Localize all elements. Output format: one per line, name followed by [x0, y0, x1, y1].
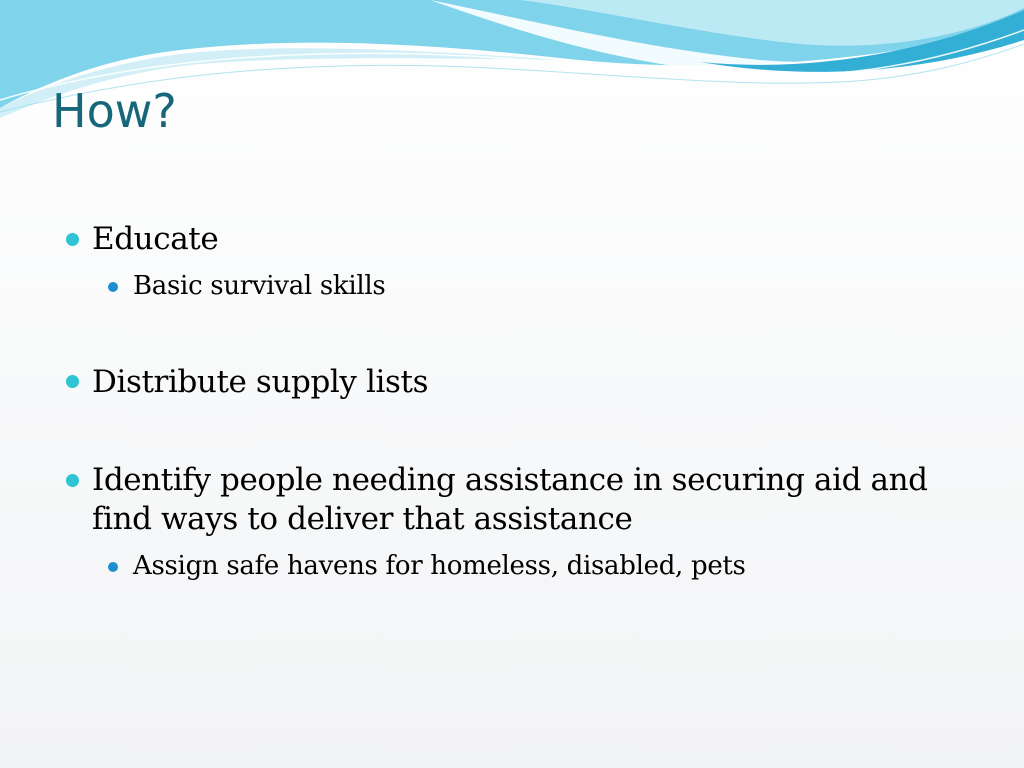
sub-bullet-assign-safe-havens: Assign safe havens for homeless, disabled, pets — [133, 551, 746, 581]
bullet-identify-people: Identify people needing assistance in securing aid and find ways to deliver that assistance — [92, 462, 928, 537]
slide-title: How? — [52, 84, 177, 138]
sub-bullet-basic-survival-skills: Basic survival skills — [133, 271, 386, 301]
bullet-distribute-supply-lists: Distribute supply lists — [92, 364, 429, 400]
bullet-dot-icon — [66, 233, 79, 246]
bullet-dot-icon — [66, 375, 79, 388]
sub-bullet-dot-icon — [108, 282, 118, 292]
bullet-educate: Educate — [92, 221, 219, 257]
bullet-dot-icon — [66, 474, 79, 487]
sub-bullet-dot-icon — [108, 562, 118, 572]
